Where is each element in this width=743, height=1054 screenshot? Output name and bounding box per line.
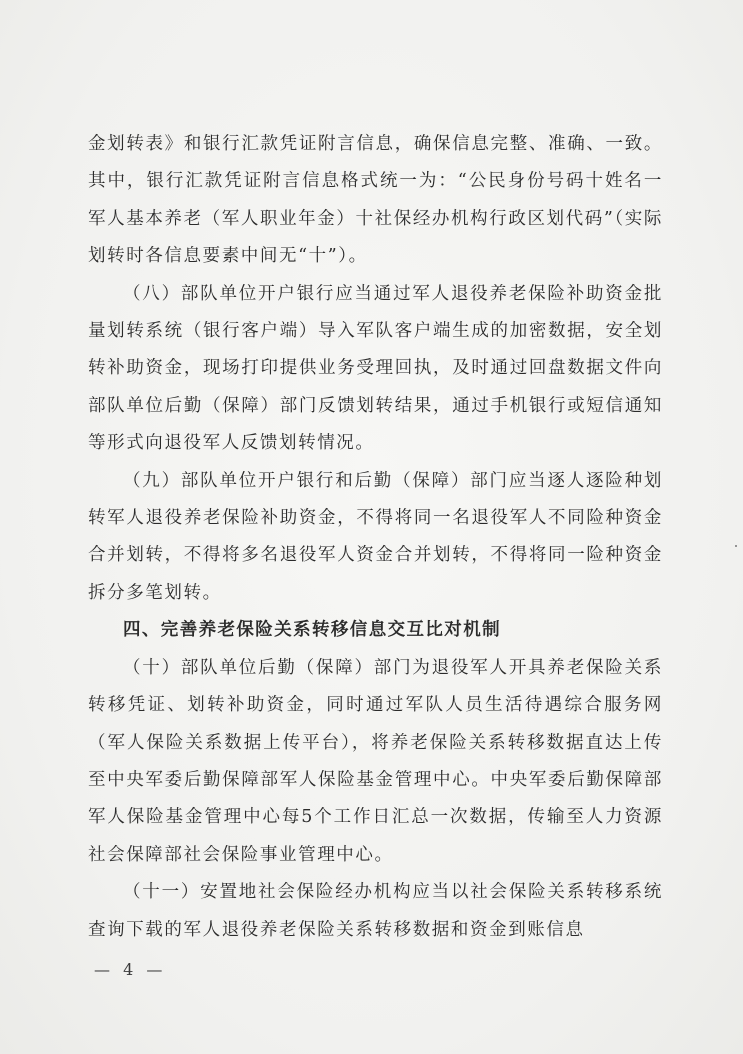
scan-speck [735,545,737,547]
document-body [88,126,663,949]
paragraph-item-8: （八）部队单位开户银行应当通过军人退役养老保险补助资金批量划转系统（银行客户端）导入军队客户端生成的加密数据，安全划转补助资金，现场打印提供业务受理回执，及时通过回盘数据文件向部队单位后勤（保障）部门反馈划转结果，通过手机银行或短信通知等形式向退役军人反馈划转情况。 [88,283,663,454]
paragraph-continued: 金划转表》和银行汇款凭证附言信息，确保信息完整、准确、一致。其中，银行汇款凭证附言信息格式统一为：“公民身份号码十姓名一军人基本养老（军人职业年金）十社保经办机构行政区划代码”（实际划转时各信息要素中间无“十”）。 [88,134,663,267]
paragraph-item-9: （九）部队单位开户银行和后勤（保障）部门应当逐人逐险种划转军人退役养老保险补助资金，不得将同一名退役军人不同险种资金合并划转，不得将多名退役军人资金合并划转，不得将同一险种资金拆分多笔划转。 [88,470,663,603]
section-heading: 四、完善养老保险关系转移信息交互比对机制 [123,620,501,641]
paragraph-item-10: （十）部队单位后勤（保障）部门为退役军人开具养老保险关系转移凭证、划转补助资金，同时通过军队人员生活待遇综合服务网（军人保险关系数据上传平台），将养老保险关系转移数据直达上传至中央军委后勤保障部军人保险基金管理中心。中央军委后勤保障部军人保险基金管理中心每5个工作日汇总一次数据，传输至人力资源社会保障部社会保险事业管理中心。 [88,657,663,865]
paragraph-item-11: （十一）安置地社会保险经办机构应当以社会保险关系转移系统查询下载的军人退役养老保险关系转移数据和资金到账信息 [88,882,663,940]
page-number: — 4 — [94,960,167,979]
